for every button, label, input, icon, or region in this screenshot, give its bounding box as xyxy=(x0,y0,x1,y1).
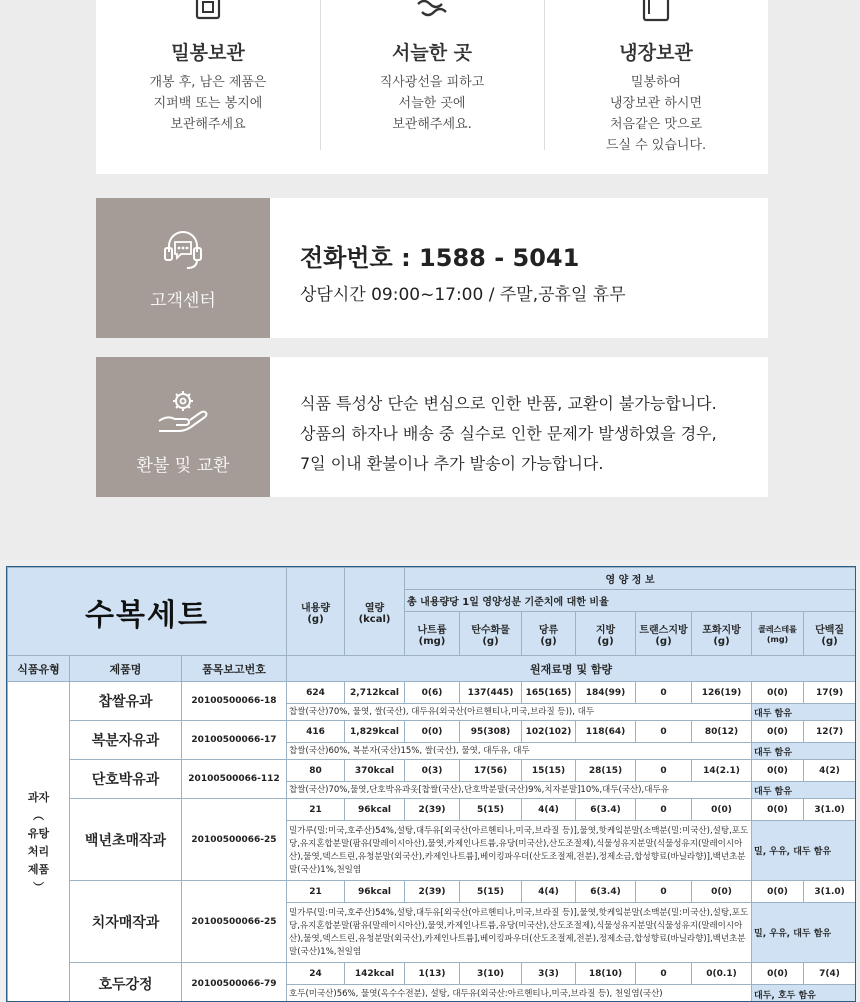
nutrition-value: 3(1.0) xyxy=(804,881,856,903)
set-title: 수복세트 xyxy=(85,598,209,633)
storage-desc: 직사광선을 피하고 서늘한 곳에 보관해주세요. xyxy=(320,72,544,135)
product-values-row xyxy=(8,760,856,782)
nutrient-header: 트랜스지방 (g) xyxy=(636,612,692,656)
nutrition-table xyxy=(6,566,856,1002)
nutrition-value: 0(0.1) xyxy=(692,963,752,985)
nutrition-value: 96kcal xyxy=(345,799,405,821)
nutrition-value: 137(445) xyxy=(460,682,522,704)
kcal-label: 열량 xyxy=(347,599,402,614)
nutrition-value: 142kcal xyxy=(345,963,405,985)
ingredients-text: 호두(미국산)56%, 물엿(옥수수전분), 설탕, 대두유(외국산:아르헨티나,미국,브라질 등), 천일염(국산) xyxy=(287,985,752,1002)
cool-place-icon xyxy=(412,0,452,26)
nutrition-value: 0 xyxy=(636,799,692,821)
nutrition-value: 6(3.4) xyxy=(576,881,636,903)
ingredients-text: 찹쌀(국산)70%,물엿,단호박유과옷[찹쌀(국산),단호박분말(국산)9%,치자분말]10%,대두(국산),대두유 xyxy=(287,782,752,799)
headset-icon xyxy=(157,228,209,274)
nutrition-value: 14(2.1) xyxy=(692,760,752,782)
product-name: 찹쌀유과 xyxy=(70,682,182,721)
report-number: 20100500066-25 xyxy=(182,799,287,881)
nutrition-value: 0(0) xyxy=(752,881,804,903)
product-values-row xyxy=(8,881,856,903)
nutrition-value: 21 xyxy=(287,799,345,821)
storage-guide-panel xyxy=(96,0,768,174)
customer-service-badge xyxy=(96,198,270,338)
nutrition-value: 80(12) xyxy=(692,721,752,743)
nutrient-header: 콜레스테롤 (mg) xyxy=(752,612,804,656)
nutrition-value: 1,829kcal xyxy=(345,721,405,743)
product-values-row xyxy=(8,721,856,743)
nutrition-value: 0 xyxy=(636,881,692,903)
product-name: 호두강정 xyxy=(70,963,182,1002)
allergy-info: 밀, 우유, 대두 함유 xyxy=(752,903,856,963)
service-hours: 상담시간 09:00~17:00 / 주말,공휴일 휴무 xyxy=(300,280,748,305)
nutrition-value: 12(7) xyxy=(804,721,856,743)
nutrition-value: 416 xyxy=(287,721,345,743)
nutrition-value: 2,712kcal xyxy=(345,682,405,704)
nutrition-value: 96kcal xyxy=(345,881,405,903)
product-name: 백년초매작과 xyxy=(70,799,182,881)
nutrition-value: 624 xyxy=(287,682,345,704)
ingredients-text: 찹쌀(국산)60%, 복분자(국산)15%, 쌀(국산), 물엿, 대두유, 대두 xyxy=(287,743,752,760)
storage-cool xyxy=(320,0,544,174)
nutrition-value: 0(0) xyxy=(692,881,752,903)
nutrition-value: 0(0) xyxy=(752,799,804,821)
per-note: 총 내용량당 1일 영양성분 기준치에 대한 비율 xyxy=(405,590,856,612)
nutrition-value: 102(102) xyxy=(522,721,576,743)
nutrition-value: 28(15) xyxy=(576,760,636,782)
nutrition-value: 21 xyxy=(287,881,345,903)
volume-label: 내용량 xyxy=(289,599,342,614)
nutrition-value: 126(19) xyxy=(692,682,752,704)
nutrient-header: 탄수화물 (g) xyxy=(460,612,522,656)
report-number: 20100500066-18 xyxy=(182,682,287,721)
customer-service-label: 고객센터 xyxy=(96,286,270,311)
name-header: 제품명 xyxy=(70,656,182,682)
customer-service-card xyxy=(96,198,768,338)
nutrient-header: 포화지방 (g) xyxy=(692,612,752,656)
nutrition-value: 17(56) xyxy=(460,760,522,782)
nutrition-value: 3(3) xyxy=(522,963,576,985)
nutrition-value: 0(0) xyxy=(752,760,804,782)
allergy-info: 대두 함유 xyxy=(752,743,856,760)
nutrition-value: 1(13) xyxy=(405,963,460,985)
phone-number: 전화번호 : 1588 - 5041 xyxy=(300,238,748,273)
storage-sealed xyxy=(96,0,320,174)
nutrition-value: 17(9) xyxy=(804,682,856,704)
storage-title: 서늘한 곳 xyxy=(320,38,544,65)
refund-exchange-card xyxy=(96,357,768,497)
allergy-info: 대두, 호두 함유 xyxy=(752,985,856,1002)
kcal-header xyxy=(345,568,405,656)
ingredients-header: 원재료명 및 함량 xyxy=(287,656,856,682)
nutrition-value: 6(3.4) xyxy=(576,799,636,821)
nutrient-header: 당류 (g) xyxy=(522,612,576,656)
nutrient-header: 지방 (g) xyxy=(576,612,636,656)
storage-desc: 밀봉하여 냉장보관 하시면 처음같은 맛으로 드실 수 있습니다. xyxy=(544,72,768,156)
nutrition-value: 0(0) xyxy=(752,682,804,704)
allergy-info: 밀, 우유, 대두 함유 xyxy=(752,821,856,881)
table-title-cell xyxy=(8,568,287,656)
nutrition-value: 0 xyxy=(636,721,692,743)
nutrient-header: 단백질 (g) xyxy=(804,612,856,656)
nutrition-value: 0 xyxy=(636,760,692,782)
nutrient-header: 나트륨 (mg) xyxy=(405,612,460,656)
storage-desc: 개봉 후, 남은 제품은 지퍼백 또는 봉지에 보관해주세요 xyxy=(96,72,320,135)
report-number: 20100500066-79 xyxy=(182,963,287,1002)
storage-fridge xyxy=(544,0,768,174)
nutrition-value: 0(0) xyxy=(752,721,804,743)
product-values-row xyxy=(8,963,856,985)
kcal-unit: (kcal) xyxy=(347,614,402,625)
hand-gear-icon xyxy=(153,387,213,437)
product-name: 치자매작과 xyxy=(70,881,182,963)
nutrition-value: 95(308) xyxy=(460,721,522,743)
product-values-row xyxy=(8,682,856,704)
nutrition-value: 2(39) xyxy=(405,799,460,821)
nutrition-value: 4(4) xyxy=(522,881,576,903)
storage-title: 냉장보관 xyxy=(544,38,768,65)
report-number: 20100500066-112 xyxy=(182,760,287,799)
nutrition-value: 80 xyxy=(287,760,345,782)
product-name: 단호박유과 xyxy=(70,760,182,799)
refund-line: 상품의 하자나 배송 중 실수로 인한 문제가 발생하였을 경우, xyxy=(300,419,748,449)
ingredients-text: 밀가루(밀:미국,호주산)54%,설탕,대두유[외국산(아르헨티나,미국,브라질 등)],물엿,핫케잌분말(소맥분(밀:미국산),설탕,포도당,유지혼합분말(팜유(말레이시아산),물엿,카제인나트륨,유당(미국산),산도조절제),식물성유지분말(식물성유지(말레이시아산),물엿,덱스트린,유청분말(외국산),카제인나트륨],베이킹파우더(산도조절제,전분),정제소금,합성향료(바닐라향)],백년초분말(국산)1%,천일염 xyxy=(287,903,752,963)
volume-header xyxy=(287,568,345,656)
nutrition-value: 4(2) xyxy=(804,760,856,782)
nutrition-value: 0(0) xyxy=(692,799,752,821)
nutrition-value: 165(165) xyxy=(522,682,576,704)
allergy-info: 대두 함유 xyxy=(752,782,856,799)
volume-unit: (g) xyxy=(289,614,342,625)
sealed-bag-icon xyxy=(188,0,228,26)
ingredients-text: 찹쌀(국산)70%, 물엿, 쌀(국산), 대두유(외국산(아르헨티나,미국,브라질 등)), 대두 xyxy=(287,704,752,721)
nutrition-value: 0(3) xyxy=(405,760,460,782)
nutrition-value: 3(1.0) xyxy=(804,799,856,821)
nutrition-value: 0 xyxy=(636,963,692,985)
column-header-row xyxy=(8,656,856,682)
nutrition-value: 24 xyxy=(287,963,345,985)
nutrition-value: 4(4) xyxy=(522,799,576,821)
refrigerator-icon xyxy=(636,0,676,26)
report-header: 품목보고번호 xyxy=(182,656,287,682)
report-number: 20100500066-25 xyxy=(182,881,287,963)
allergy-info: 대두 함유 xyxy=(752,704,856,721)
nutrition-value: 5(15) xyxy=(460,799,522,821)
refund-badge xyxy=(96,357,270,497)
nutrition-value: 18(10) xyxy=(576,963,636,985)
nutrition-value: 0(6) xyxy=(405,682,460,704)
nutrition-value: 0 xyxy=(636,682,692,704)
nutrition-value: 7(4) xyxy=(804,963,856,985)
product-name: 복분자유과 xyxy=(70,721,182,760)
nutrition-header: 영 양 정 보 xyxy=(405,568,856,590)
nutrition-value: 3(10) xyxy=(460,963,522,985)
nutrition-value: 184(99) xyxy=(576,682,636,704)
refund-line: 7일 이내 환불이나 추가 발송이 가능합니다. xyxy=(300,449,748,479)
nutrition-value: 370kcal xyxy=(345,760,405,782)
refund-line: 식품 특성상 단순 변심으로 인한 반품, 교환이 불가능합니다. xyxy=(300,389,748,419)
refund-label: 환불 및 교환 xyxy=(96,451,270,476)
nutrition-value: 118(64) xyxy=(576,721,636,743)
nutrition-value: 5(15) xyxy=(460,881,522,903)
nutrition-value: 2(39) xyxy=(405,881,460,903)
report-number: 20100500066-17 xyxy=(182,721,287,760)
refund-policy-text xyxy=(300,389,748,479)
storage-title: 밀봉보관 xyxy=(96,38,320,65)
food-type-cell: 과자 ︵ 유탕 처리 제품 ︶ xyxy=(8,682,70,1002)
ingredients-text: 밀가루(밀:미국,호주산)54%,설탕,대두유[외국산(아르헨티나,미국,브라질 등)],물엿,핫케잌분말(소맥분(밀:미국산),설탕,포도당,유지혼합분말(팜유(말레이시아산),물엿,카제인나트륨,유당(미국산),산도조절제),식물성유지분말(식물성유지(말레이시아산),물엿,덱스트린,유청분말(외국산),카제인나트륨],베이킹파우더(산도조절제,전분),정제소금,합성향료(바닐라향)],백년초분말(국산)1%,천일염 xyxy=(287,821,752,881)
nutrition-value: 0(0) xyxy=(752,963,804,985)
product-values-row xyxy=(8,799,856,821)
nutrition-value: 0(0) xyxy=(405,721,460,743)
nutrition-value: 15(15) xyxy=(522,760,576,782)
type-header: 식품유형 xyxy=(8,656,70,682)
